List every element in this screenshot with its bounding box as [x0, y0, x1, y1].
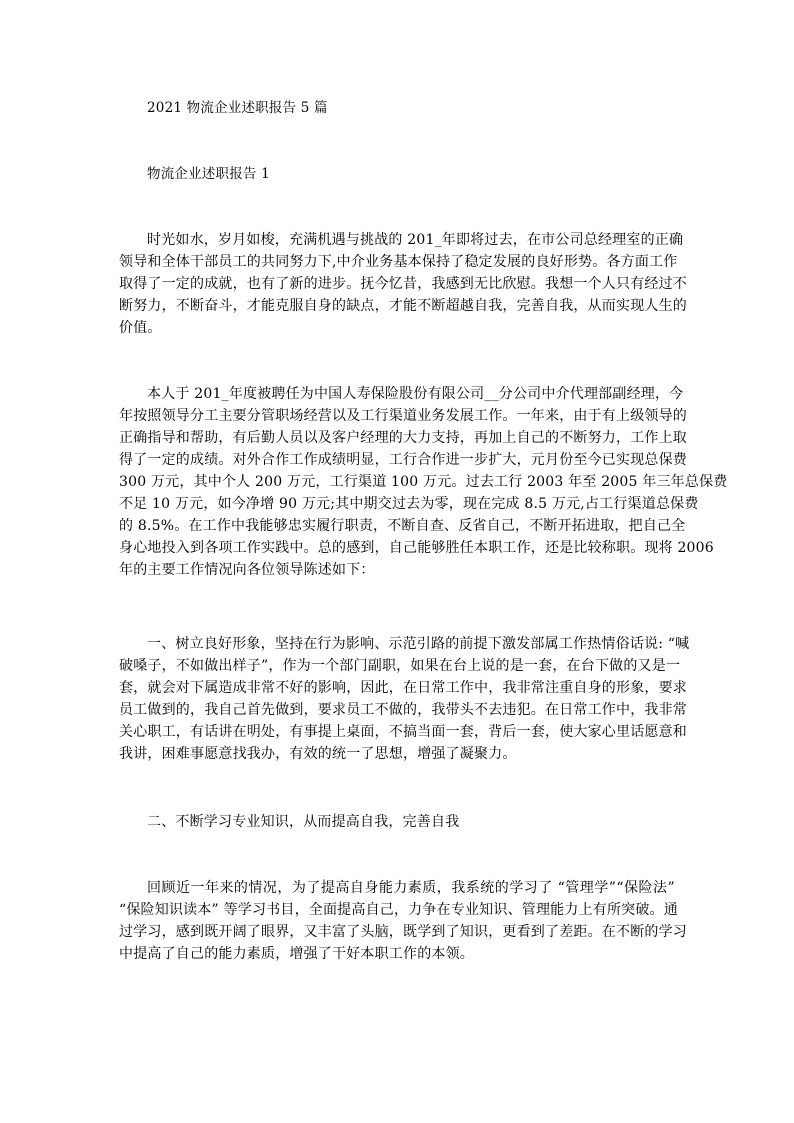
paragraph-3-line: 一、树立良好形象，坚持在行为影响、示范引路的前提下激发部属工作热情俗话说: “喊	[147, 636, 690, 652]
paragraph-1-line: 价值。	[119, 320, 162, 336]
paragraph-4-line: 二、不断学习专业知识，从而提高自我，完善自我	[147, 814, 460, 830]
paragraph-1-line: 时光如水，岁月如梭，充满机遇与挑战的 201_年即将过去，在市公司总经理室的正确	[147, 232, 684, 248]
document-title: 2021 物流企业述职报告 5 篇	[147, 100, 328, 116]
paragraph-2-line: 年的主要工作情况向各位领导陈述如下：	[119, 562, 375, 578]
paragraph-2-line: 300 万元，其中个人 200 万元，工行渠道 100 万元。过去工行 2003 年至 2005 年三年总保费	[119, 474, 728, 490]
paragraph-1-line: 领导和全体干部员工的共同努力下,中介业务基本保持了稳定发展的良好形势。各方面工作	[119, 254, 678, 270]
paragraph-5-line: 过学习，感到既开阔了眼界，又丰富了头脑，既学到了知识，更看到了差距。在不断的学习	[119, 924, 687, 940]
section-heading: 物流企业述职报告 1	[147, 166, 270, 182]
paragraph-2-line: 的 8.5%。在工作中我能够忠实履行职责，不断自查、反省自己，不断开拓进取，把自己全	[119, 518, 686, 534]
paragraph-2-line: 得了一定的成绩。对外合作工作成绩明显，工行合作进一步扩大，元月份至今已实现总保费	[119, 452, 687, 468]
paragraph-3-line: 破嗓子，不如做出样子”，作为一个部门副职，如果在台上说的是一套，在台下做的又是一	[119, 658, 681, 674]
paragraph-3-line: 我讲，困难事愿意找我办，有效的统一了思想，增强了凝聚力。	[119, 746, 517, 762]
paragraph-1-line: 取得了一定的成就，也有了新的进步。抚今忆昔，我感到无比欣慰。我想一个人只有经过不	[119, 276, 687, 292]
paragraph-5-line: “保险知识读本” 等学习书目，全面提高自己，力争在专业知识、管理能力上有所突破。通	[119, 902, 678, 918]
paragraph-3-line: 员工做到的，我自己首先做到，要求员工不做的，我带头不去违犯。在日常工作中，我非常	[119, 702, 687, 718]
paragraph-2-line: 本人于 201_年度被聘任为中国人寿保险股份有限公司__分公司中介代理部副经理，今	[147, 386, 684, 402]
paragraph-2-line: 年按照领导分工主要分管职场经营以及工行渠道业务发展工作。一年来，由于有上级领导的	[119, 408, 687, 424]
paragraph-1-line: 断努力，不断奋斗，才能克服自身的缺点，才能不断超越自我，完善自我，从而实现人生的	[119, 298, 687, 314]
paragraph-5-line: 回顾近一年来的情况，为了提高自身能力素质，我系统的学习了 “管理学”“保险法”	[147, 880, 676, 896]
paragraph-2-line: 不足 10 万元，如今净增 90 万元;其中期交过去为零，现在完成 8.5 万元,占工行渠道总保费	[119, 496, 699, 512]
paragraph-3-line: 套，就会对下属造成非常不好的影响，因此，在日常工作中，我非常注重自身的形象，要求	[119, 680, 687, 696]
paragraph-2-line: 正确指导和帮助，有后勤人员以及客户经理的大力支持，再加上自己的不断努力，工作上取	[119, 430, 687, 446]
paragraph-2-line: 身心地投入到各项工作实践中。总的感到，自己能够胜任本职工作，还是比较称职。现将 2006	[119, 540, 714, 556]
paragraph-3-line: 关心职工，有话讲在明处，有事提上桌面，不搞当面一套，背后一套，使大家心里话愿意和	[119, 724, 687, 740]
paragraph-5-line: 中提高了自己的能力素质，增强了干好本职工作的本领。	[119, 946, 474, 962]
